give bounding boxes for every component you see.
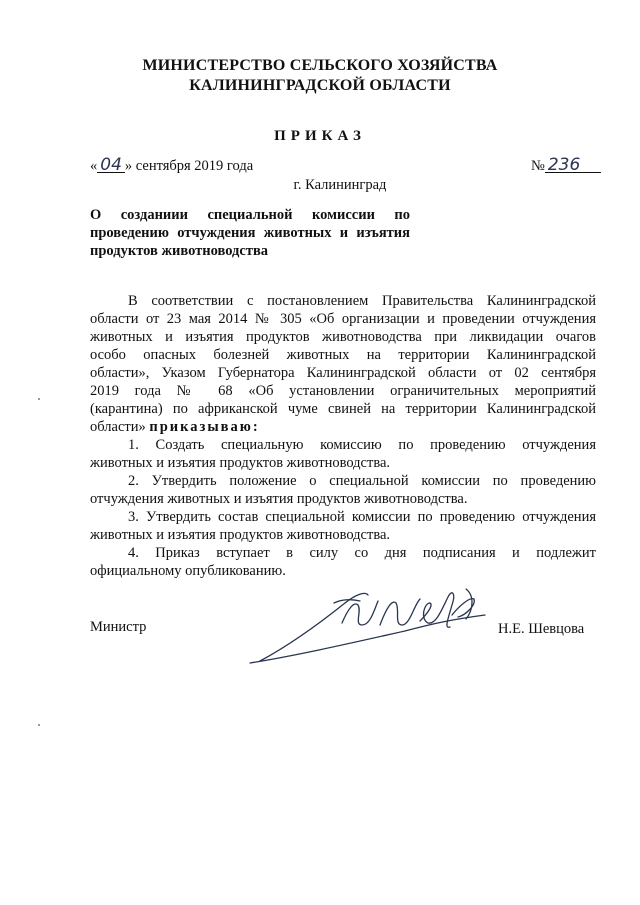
order-word: приказываю: (149, 419, 260, 435)
item-line: 3. Утвердить состав специальной комиссии по проведению отчуждения (128, 509, 596, 525)
item-line: официальному опубликованию. (90, 563, 286, 579)
body-line: В соответствии с постановлением Правительства Калининградской (128, 293, 596, 309)
item-line: 2. Утвердить положение о специальной комиссии по проведению (128, 473, 596, 489)
signer-name: Н.Е. Шевцова (498, 621, 585, 637)
preamble-tail: области» (90, 419, 146, 435)
item-line: животных и изъятия продуктов животноводства. (90, 455, 391, 471)
item-line: отчуждения животных и изъятия продуктов животноводства. (90, 491, 468, 507)
subject-line: продуктов животноводства (90, 243, 269, 259)
subject-block (90, 206, 410, 260)
body-line: 2019 года № 68 «Об установлении ограничительных мероприятий (90, 383, 596, 399)
body-line: области», Указом Губернатора Калининградской области от 02 сентября (90, 365, 596, 381)
subject-line: О созданиии специальной комиссии по (90, 207, 410, 223)
date-day-handwritten: 04 (97, 158, 125, 173)
number-value-handwritten: 236 (545, 158, 601, 173)
number-prefix: № (531, 158, 545, 174)
signer-position: Министр (90, 619, 147, 635)
item-line: 1. Создать специальную комиссию по проведению отчуждения (128, 437, 596, 453)
order-body (90, 292, 596, 580)
body-line (90, 418, 596, 436)
city: г. Калининград (293, 177, 387, 193)
document-title: ПРИКАЗ (274, 128, 366, 144)
item-line: 4. Приказ вступает в силу со дня подписания и подлежит (128, 545, 596, 561)
body-line: области от 23 мая 2014 № 305 «Об организации и проведении отчуждения (90, 311, 596, 327)
item-line: животных и изъятия продуктов животноводства. (90, 527, 391, 543)
scan-speck (38, 398, 40, 400)
scan-speck (38, 724, 40, 726)
date-open-quote: « (90, 158, 98, 174)
handwritten-signature (230, 575, 500, 675)
order-date (90, 157, 253, 175)
body-line: животных и изъятия продуктов животноводства при ликвидации очагов (90, 329, 596, 345)
order-number (531, 157, 601, 175)
body-line: (карантина) по африканской чуме свиней на территории Калининградской (90, 401, 596, 417)
date-rest: » сентября 2019 года (124, 158, 254, 174)
subject-line: проведению отчуждения животных и изъятия (90, 225, 410, 241)
ministry-name-line2: КАЛИНИНГРАДСКОЙ ОБЛАСТИ (189, 77, 451, 94)
ministry-name-line1: МИНИСТЕРСТВО СЕЛЬСКОГО ХОЗЯЙСТВА (142, 57, 498, 74)
body-line: особо опасных болезней животных на территории Калининградской (90, 347, 596, 363)
